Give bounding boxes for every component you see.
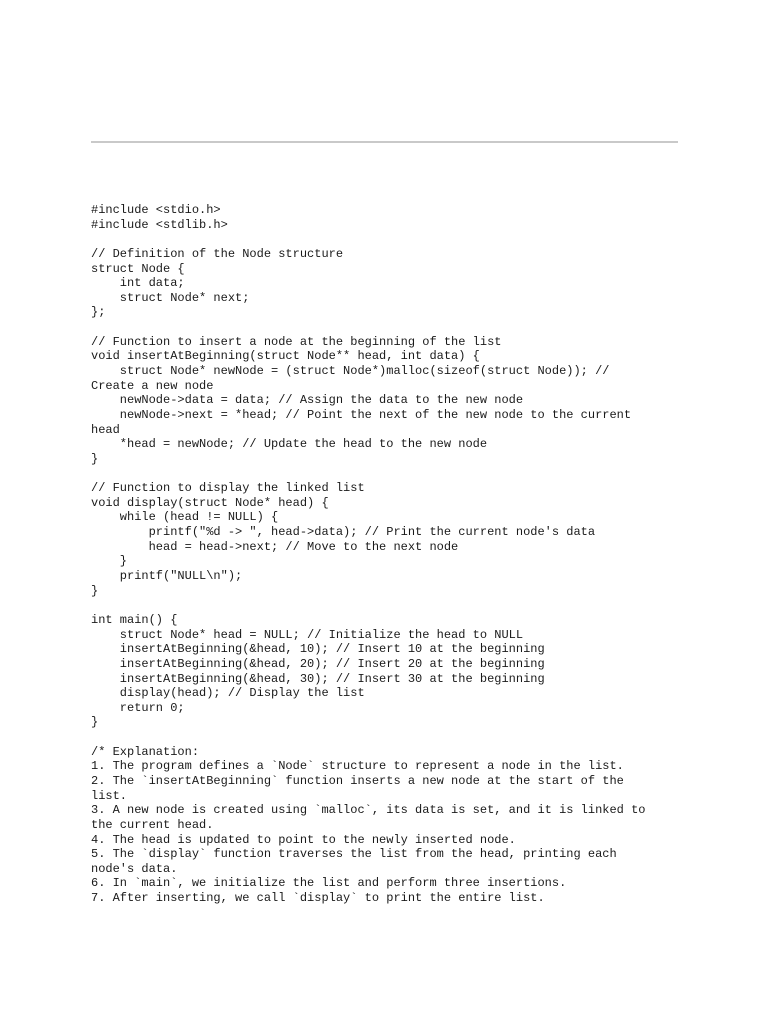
code-line: newNode->next = *head; // Point the next of the new node to the current	[91, 407, 632, 422]
code-line: 4. The head is updated to point to the newly inserted node.	[91, 832, 516, 847]
code-line: // Function to insert a node at the beginning of the list	[91, 334, 502, 349]
code-line: 6. In `main`, we initialize the list and perform three insertions.	[91, 876, 567, 891]
code-line: struct Node {	[91, 261, 185, 276]
code-line: Create a new node	[91, 378, 214, 393]
code-line: insertAtBeginning(&head, 20); // Insert 20 at the beginning	[91, 656, 545, 671]
code-line: }	[91, 554, 128, 569]
code-line: insertAtBeginning(&head, 30); // Insert 30 at the beginning	[91, 671, 545, 686]
code-line: /* Explanation:	[91, 744, 200, 759]
code-line: node's data.	[91, 861, 178, 876]
code-line: }	[91, 715, 99, 730]
code-line: 2. The `insertAtBeginning` function inserts a new node at the start of the	[91, 773, 624, 788]
code-line: display(head); // Display the list	[91, 686, 365, 701]
code-line: #include <stdlib.h>	[91, 217, 228, 232]
code-line: while (head != NULL) {	[91, 510, 279, 525]
code-line: struct Node* head = NULL; // Initialize the head to NULL	[91, 627, 524, 642]
code-line: struct Node* next;	[91, 290, 250, 305]
code-line: };	[91, 305, 106, 320]
code-line: insertAtBeginning(&head, 10); // Insert 10 at the beginning	[91, 642, 545, 657]
code-line	[91, 730, 691, 745]
code-line: }	[91, 583, 99, 598]
code-listing	[91, 203, 691, 906]
code-line: head = head->next; // Move to the next node	[91, 539, 459, 554]
code-line: void display(struct Node* head) {	[91, 495, 329, 510]
code-line: // Function to display the linked list	[91, 481, 365, 496]
header-divider	[91, 141, 678, 143]
code-line	[91, 320, 691, 335]
code-line: // Definition of the Node structure	[91, 246, 344, 261]
code-line	[91, 598, 691, 613]
code-line: newNode->data = data; // Assign the data to the new node	[91, 393, 524, 408]
code-line: struct Node* newNode = (struct Node*)malloc(sizeof(struct Node)); //	[91, 364, 610, 379]
code-line: 7. After inserting, we call `display` to print the entire list.	[91, 891, 545, 906]
code-line: int data;	[91, 276, 185, 291]
code-line: 5. The `display` function traverses the list from the head, printing each	[91, 847, 617, 862]
code-line: the current head.	[91, 817, 214, 832]
code-line: 1. The program defines a `Node` structure to represent a node in the list.	[91, 759, 624, 774]
code-line	[91, 467, 691, 482]
code-line: printf("NULL\n");	[91, 569, 243, 584]
code-line: }	[91, 451, 99, 466]
code-line: list.	[91, 788, 128, 803]
code-line: *head = newNode; // Update the head to the new node	[91, 437, 488, 452]
code-line: #include <stdio.h>	[91, 203, 221, 217]
code-line	[91, 232, 691, 247]
code-line: printf("%d -> ", head->data); // Print the current node's data	[91, 525, 596, 540]
code-line: int main() {	[91, 612, 178, 627]
code-line: return 0;	[91, 700, 185, 715]
code-line: head	[91, 422, 120, 437]
code-line: void insertAtBeginning(struct Node** head, int data) {	[91, 349, 480, 364]
code-line: 3. A new node is created using `malloc`, its data is set, and it is linked to	[91, 803, 646, 818]
